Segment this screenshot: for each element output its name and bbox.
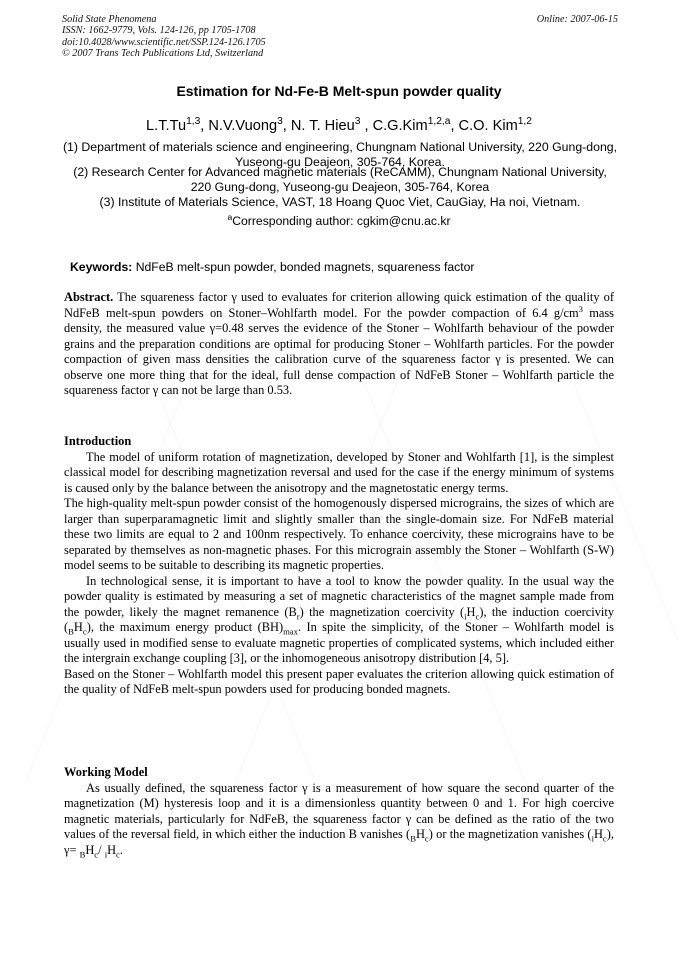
intro-p3-text-e: . In spite the simplicity, of the Stoner – Wohlfarth model is usually used in modified sense to evaluate magnetic properties of complicated systems, which included either the intergrain exchange coupling [3], or the inhomogeneous anisotropy distribution [4, 5]. xyxy=(64,620,615,665)
introduction-paragraph-4: Based on the Stoner – Wohlfarth model this present paper evaluates the criterion allowing quick estimation of the quality of NdFeB melt-spun powders used for producing bonded magnets. xyxy=(64,666,614,696)
working-model-section xyxy=(64,765,614,858)
author-name: L.T.Tu xyxy=(146,118,187,134)
wm-text-c: ), γ= xyxy=(64,827,614,857)
wm-text-d: / xyxy=(98,842,105,857)
sub-b: B xyxy=(79,848,86,859)
author-separator: , xyxy=(200,118,209,134)
wm-text-e: . xyxy=(119,842,123,857)
intro-p3-text-d: ), the maximum energy product (BH) xyxy=(86,620,284,634)
sub-i: i xyxy=(104,848,108,859)
symbol-h: H xyxy=(593,827,603,841)
sub-c: c xyxy=(116,848,120,859)
wm-text-b: ) or the magnetization vanishes ( xyxy=(428,827,592,841)
sub-max: max xyxy=(283,626,298,637)
symbol-h: H xyxy=(107,842,117,857)
sub-i: i xyxy=(591,833,594,844)
doi-line: doi:10.4028/www.scientific.net/SSP.124-126.1705 xyxy=(62,36,266,48)
author-name: N. T. Hieu xyxy=(290,118,355,134)
sub-b: B xyxy=(68,626,74,637)
author-name: C.O. Kim xyxy=(458,118,518,134)
abstract-label: Abstract. xyxy=(64,290,114,304)
working-model-paragraph xyxy=(64,781,614,859)
keywords-label: Keywords: xyxy=(70,260,133,274)
sub-b: B xyxy=(410,833,416,844)
intro-p3-text-c: ), the induction coercivity ( xyxy=(64,604,615,634)
author-affiliation-sup: 1,2,a xyxy=(427,116,451,128)
issn-line: ISSN: 1662-9779, Vols. 124-126, pp 1705-1708 xyxy=(62,25,256,37)
keywords-text: NdFeB melt-spun powder, bonded magnets, squareness factor xyxy=(135,260,475,274)
paper-title: Estimation for Nd-Fe-B Melt-spun powder quality xyxy=(176,83,502,99)
sub-c: c xyxy=(602,833,607,844)
author-separator: , xyxy=(360,118,373,134)
author-name: C.G.Kim xyxy=(372,118,428,134)
author-separator: , xyxy=(450,118,459,134)
affiliation-3: (3) Institute of Materials Science, VAST, 18 Hoang Quoc Viet, CauGiay, Ha noi, Vietnam. xyxy=(99,195,581,209)
author-name: N.V.Vuong xyxy=(208,118,278,134)
symbol-h: H xyxy=(466,604,476,619)
introduction-section xyxy=(64,434,614,698)
introduction-paragraph-3 xyxy=(64,574,614,667)
author-affiliation-sup: 3 xyxy=(354,116,361,128)
corresponding-author xyxy=(0,211,678,228)
sub-c: c xyxy=(82,626,87,637)
sub-c: c xyxy=(475,610,480,621)
symbol-h: H xyxy=(415,827,425,841)
introduction-paragraph-2: The high-quality melt-spun powder consist of the homogenously dispersed micrograins, the sizes of which are larger than superparamagnetic limit and slightly smaller than the single-domain size. For NdFeB material these two limits are equal to 2 and 100nm respectively. To enhance coercivity, these micrograins have to be separated by themselves as non-magnetic phases. For this micrograin assembly the Stoner – Wohlfarth (S-W) model seems to be suitable to describing its magnetic properties. xyxy=(64,496,614,572)
sub-c: c xyxy=(94,848,99,859)
sub-r: r xyxy=(296,610,300,621)
symbol-h: H xyxy=(85,842,95,857)
author-affiliation-sup: 1,2 xyxy=(517,116,532,128)
abstract-text-2: mass density, the measured value γ=0.48 serves the evidence of the Stoner – Wohlfarth behaviour of the powder grains and the preparation conditions are optimal for producing Stoner – Wohlfarth particles. For the powder compaction of given mass densities the calibration curve of the squareness factor γ is presented. We can observe one more thing that for the ideal, full dense compaction of NdFeB Stoner – Wohlfarth particle the squareness factor γ can not be large than 0.53. xyxy=(64,305,614,397)
online-date: Online: 2007-06-15 xyxy=(536,14,618,25)
symbol-h: H xyxy=(73,620,83,634)
author-separator: , xyxy=(282,118,291,134)
abstract-sup: 3 xyxy=(578,303,583,314)
wm-text-a: As usually defined, the squareness factor γ is a measurement of how square the second quarter of the magnetization (M) hysteresis loop and it is a dimensionless quantity between 0 and 1. For high coercive magnetic materials, particularly for NdFeB, the squareness factor γ can be defined as the ratio of the two values of the reversal field, in which either the induction B vanishes ( xyxy=(64,780,614,841)
corresponding-text: Corresponding author: cgkim@cnu.ac.kr xyxy=(232,214,451,228)
affiliation-2: (2) Research Center for Advanced magnetic materials (ReCAMM), Chungnam National University, 220 Gung-dong, Yuseong-gu Deajeon, 305-764, Korea xyxy=(73,165,607,194)
intro-p3-text-a: In technological sense, it is important to have a tool to know the powder quality. In the usual way the powder quality is estimated by measuring a set of magnetic characteristics of the magnet sample made from the powder, likely the magnet remanence (B xyxy=(64,573,614,619)
copyright-line: © 2007 Trans Tech Publications Ltd, Switzerland xyxy=(62,48,264,60)
author-affiliation-sup: 3 xyxy=(277,116,283,128)
intro-p3-text-b: ) the magnetization coercivity ( xyxy=(299,604,465,619)
keywords xyxy=(70,260,620,274)
corresponding-sup: a xyxy=(227,211,233,222)
author-list xyxy=(0,118,678,134)
affiliation-1: (1) Department of materials science and engineering, Chungnam National University, 220 Gung-dong, Yuseong-gu Deajeon, 305-764, Korea. xyxy=(62,140,618,169)
introduction-paragraph-1: The model of uniform rotation of magnetization, developed by Stoner and Wohlfarth [1], is the simplest classical model for describing magnetization reversal and used for the case if the energy minimum of systems is caused only by the balance between the anisotropy and the magnetostatic energy terms. xyxy=(64,449,614,495)
abstract-paragraph xyxy=(64,290,614,399)
abstract-section xyxy=(64,290,614,399)
abstract-text-1: The squareness factor γ used to evaluates for criterion allowing quick estimation of the quality of NdFeB melt-spun powders on Stoner–Wohlfarth model. For the powder compaction of 6.4 g/cm xyxy=(64,290,614,320)
working-model-heading: Working Model xyxy=(64,765,148,779)
journal-name: Solid State Phenomena xyxy=(62,14,157,25)
journal-header xyxy=(62,14,618,60)
sub-i: i xyxy=(464,610,467,621)
introduction-heading: Introduction xyxy=(64,434,132,448)
sub-c: c xyxy=(424,833,429,844)
author-affiliation-sup: 1,3 xyxy=(186,116,201,128)
